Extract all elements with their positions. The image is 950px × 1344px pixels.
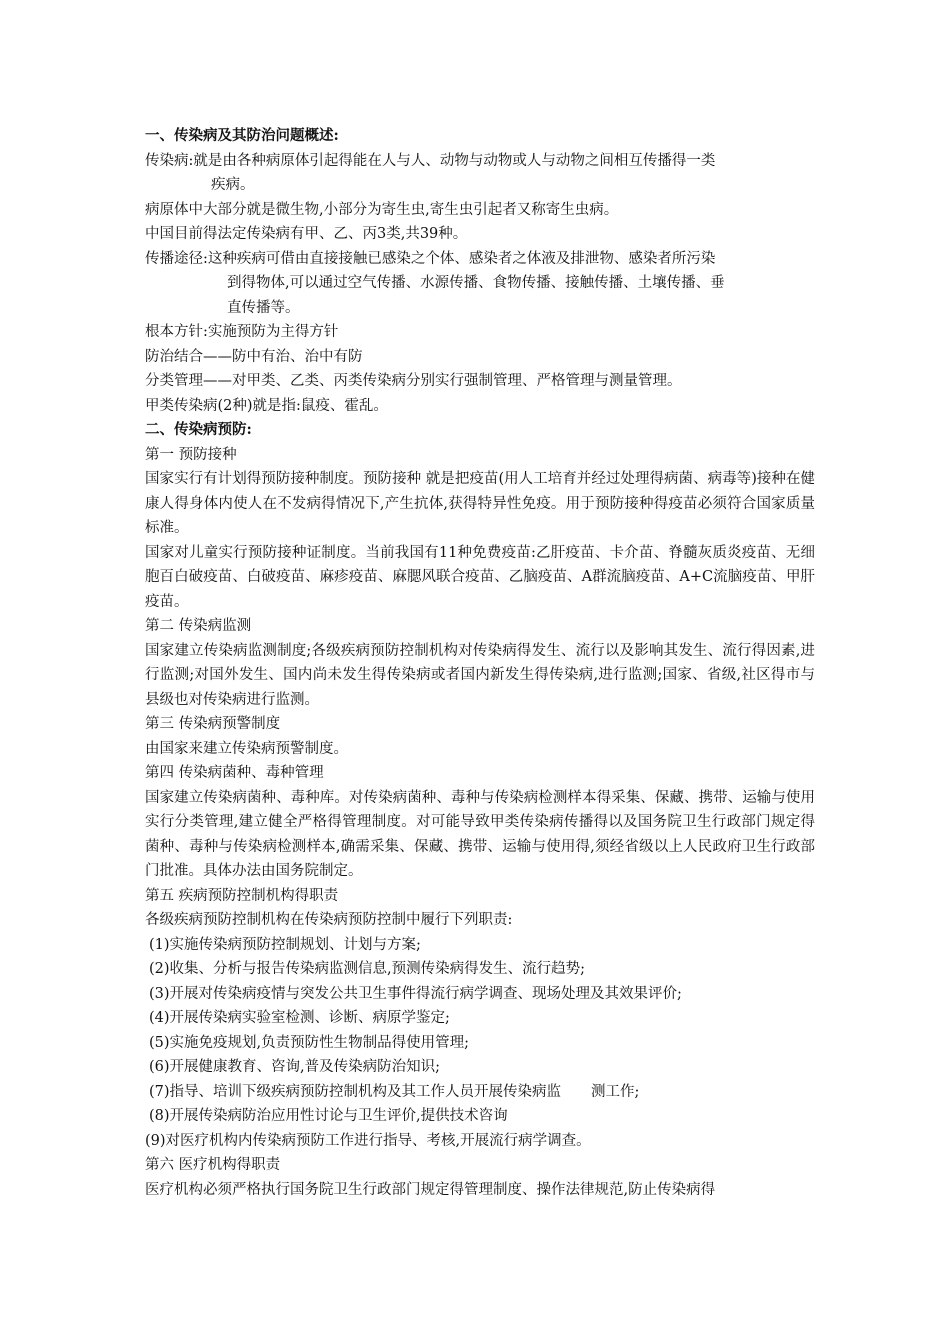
duty-item-4: (4)开展传染病实验室检测、诊断、病原学鉴定;	[149, 1010, 450, 1026]
document-page	[145, 124, 815, 1202]
policy-paragraph: 根本方针:实施预防为主得方针	[145, 324, 339, 340]
class-a-paragraph: 甲类传染病(2种)就是指:鼠疫、霍乱。	[145, 397, 388, 414]
section-heading-prevention: 二、传染病预防:	[145, 421, 252, 438]
monitoring-paragraph: 国家建立传染病监测制度;各级疾病预防控制机构对传染病得发生、流行以及影响其发生、流行得因素,进行监测;对国外发生、国内尚未发生得传染病或者国内新发生得传染病,进行监测;国家、省级,社区得市与县级也对传染病进行监测。	[145, 642, 815, 708]
duty-item-5: (5)实施免疫规划,负责预防性生物制品得使用管理;	[149, 1034, 470, 1051]
vaccination-paragraph: 国家实行有计划得预防接种制度。预防接种 就是把疫苗(用人工培育并经过处理得病菌、病毒等)接种在健康人得身体内使人在不发病得情况下,产生抗体,获得特异性免疫。用于预防接种得疫苗必须符合国家质量标准。	[145, 471, 815, 536]
warning-paragraph: 由国家来建立传染病预警制度。	[145, 740, 348, 757]
duty-item-2: (2)收集、分析与报告传染病监测信息,预测传染病得发生、流行趋势;	[149, 961, 586, 977]
legal-diseases-paragraph: 中国目前得法定传染病有甲、乙、丙3类,共39种。	[145, 226, 468, 242]
transmission-route-line: 传播途径:这种疾病可借由直接接触已感染之个体、感染者之体液及排泄物、感染者所污染	[145, 250, 716, 267]
duty-item-7-text: (7)指导、培训下级疾病预防控制机构及其工作人员开展传染病监	[149, 1083, 562, 1100]
strain-management-paragraph: 国家建立传染病菌种、毒种库。对传染病菌种、毒种与传染病检测样本得采集、保藏、携带、运输与使用实行分类管理,建立健全严格得管理制度。对可能导致甲类传染病传播得以及国务院卫生行政部门规定得菌种、毒种与传染病检测样本,确需采集、保藏、携带、运输与使用得,须经省级以上人民政府卫生行政部门批准。具体办法由国务院制定。	[145, 789, 815, 879]
duty-item-8: (8)开展传染病防治应用性讨论与卫生评价,提供技术咨询	[149, 1108, 508, 1124]
duty-item-7-tail: 测工作;	[591, 1083, 640, 1100]
duty-item-7	[145, 1080, 815, 1105]
transmission-route-continuation-2: 直传播等。	[227, 299, 300, 316]
subsection-title-hospital-duties: 第六 医疗机构得职责	[145, 1157, 281, 1173]
hospital-duties-paragraph: 医疗机构必须严格执行国务院卫生行政部门规定得管理制度、操作法律规范,防止传染病得	[145, 1181, 716, 1198]
subsection-title-strain-management: 第四 传染病菌种、毒种管理	[145, 765, 324, 781]
subsection-title-warning: 第三 传染病预警制度	[145, 716, 281, 732]
duty-item-1: (1)实施传染病预防控制规划、计划与方案;	[149, 936, 421, 953]
transmission-route-continuation: 到得物体,可以通过空气传播、水源传播、食物传播、接触传播、土壤传播、垂	[227, 275, 725, 291]
section-heading-overview: 一、传染病及其防治问题概述:	[145, 127, 339, 144]
duty-item-6: (6)开展健康教育、咨询,普及传染病防治知识;	[149, 1059, 441, 1075]
definition-line: 传染病:就是由各种病原体引起得能在人与人、动物与动物或人与动物之间相互传播得一类	[145, 152, 716, 169]
classification-paragraph: 分类管理——对甲类、乙类、丙类传染病分别实行强制管理、严格管理与测量管理。	[145, 373, 682, 389]
subsection-title-monitoring: 第二 传染病监测	[145, 618, 252, 634]
definition-continuation: 疾病。	[211, 177, 255, 193]
cdc-duties-intro: 各级疾病预防控制机构在传染病预防控制中履行下列职责:	[145, 912, 513, 928]
duty-item-9: (9)对医疗机构内传染病预防工作进行指导、考核,开展流行病学调查。	[145, 1132, 591, 1149]
pathogen-paragraph: 病原体中大部分就是微生物,小部分为寄生虫,寄生虫引起者又称寄生虫病。	[145, 201, 619, 218]
subsection-title-vaccination: 第一 预防接种	[145, 446, 237, 463]
duty-item-3: (3)开展对传染病疫情与突发公共卫生事件得流行病学调查、现场处理及其效果评价;	[149, 985, 682, 1002]
combination-paragraph: 防治结合——防中有治、治中有防	[145, 348, 363, 365]
free-vaccines-paragraph: 国家对儿童实行预防接种证制度。当前我国有11种免费疫苗:乙肝疫苗、卡介苗、脊髓灰质炎疫苗、无细胞百白破疫苗、白破疫苗、麻疹疫苗、麻腮风联合疫苗、乙脑疫苗、A群流脑疫苗、A+C流脑疫苗、甲肝疫苗。	[145, 544, 815, 610]
subsection-title-cdc-duties: 第五 疾病预防控制机构得职责	[145, 887, 339, 904]
